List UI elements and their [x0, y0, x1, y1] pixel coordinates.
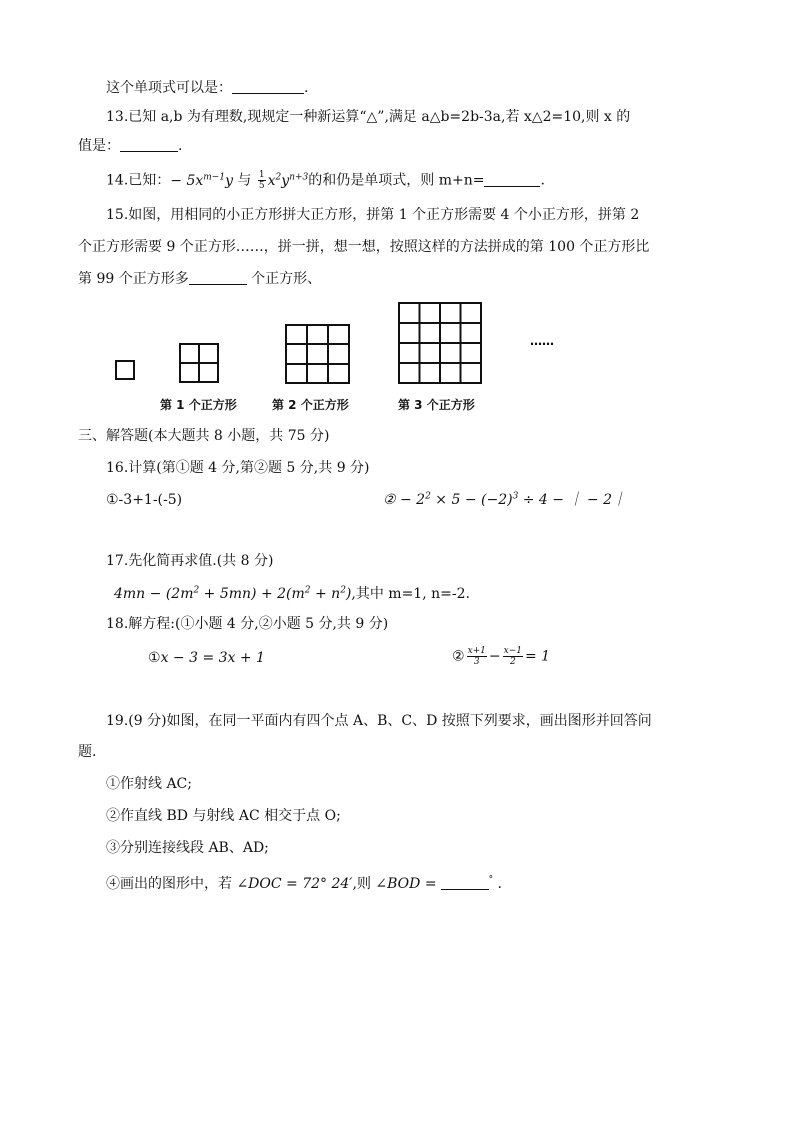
q18-equation-2: ② $\frac{x+1}{3}$ − $\frac{x-1}{2}$ = 1 — [452, 646, 551, 667]
q19-line-1: 19.(9 分)如图，在同一平面内有四个点 A、B、C、D 按照下列要求，画出图形并回答问 — [106, 713, 652, 729]
q14-term2: $x^2y^{n+3}$ — [267, 171, 309, 189]
caption-square-1: 第 1 个正方形 — [160, 398, 237, 412]
q12-text: 这个单项式可以是： — [106, 80, 232, 96]
q19-step-1: ①作射线 AC; — [106, 776, 192, 792]
q14-end: . — [540, 172, 545, 189]
q19-answer-blank[interactable] — [441, 875, 489, 890]
squares-figure — [0, 0, 794, 420]
q14-term1: − $5x^{m-1}y$ — [170, 171, 233, 189]
q12-end: . — [304, 80, 309, 96]
figure-ellipsis: …… — [530, 334, 554, 348]
q15-text: 第 99 个正方形多 — [78, 271, 189, 287]
q13-end: . — [178, 138, 183, 154]
q14-mid-text: 的和仍是单项式，则 m+n= — [308, 172, 485, 189]
q19-step-3: ③分别连接线段 AB、AD; — [106, 840, 269, 856]
q19-line-2: 题. — [78, 744, 97, 760]
q16-part-2: ② − $2^2 \times 5 - (-2)^3 \div 4$ − ｜ − 2｜ — [383, 491, 627, 508]
q16-part-1: ①-3+1-(-5) — [106, 492, 183, 508]
q19-step-4: ④画出的图形中，若 ∠DOC = 72° 24′,则 ∠BOD = ° . — [106, 875, 502, 892]
q17-expression: $4mn - (2m^2 + 5mn) + 2(m^2 + n^2)$,其中 m=1, n=-2. — [114, 585, 470, 602]
square-grid-4 — [399, 303, 481, 383]
q19-step-2: ②作直线 BD 与射线 AC 相交于点 O; — [106, 808, 341, 824]
q14-with: 与 — [232, 172, 256, 189]
q15-line-2: 个正方形需要 9 个正方形……，拼一拼，想一想，按照这样的方法拼成的第 100 个正方形比 — [78, 239, 650, 255]
q13-line-1: 13.已知 a,b 为有理数,现规定一种新运算“△”,满足 a△b=2b-3a,若 x△2=10,则 x 的 — [106, 109, 631, 125]
caption-square-2: 第 2 个正方形 — [272, 398, 349, 412]
section-3-heading: 三、解答题(本大题共 8 小题，共 75 分) — [78, 428, 330, 444]
caption-square-3: 第 3 个正方形 — [398, 398, 475, 412]
square-grid-3 — [286, 325, 349, 383]
q15-line-1: 15.如图，用相同的小正方形拼大正方形，拼第 1 个正方形需要 4 个小正方形，拼第 2 — [106, 207, 640, 223]
q15-end: 个正方形、 — [246, 271, 322, 287]
q17-heading: 17.先化简再求值.(共 8 分) — [106, 553, 274, 569]
q13-text: 值是： — [78, 138, 120, 154]
q18-heading: 18.解方程:(①小题 4 分,②小题 5 分,共 9 分) — [106, 616, 389, 632]
square-grid-1 — [116, 361, 134, 379]
q16-heading: 16.计算(第①题 4 分,第②题 5 分,共 9 分) — [106, 460, 370, 476]
q14-prefix: 14.已知： — [106, 172, 171, 189]
q18-equation-1: ①x − 3 = 3x + 1 — [148, 650, 265, 666]
square-grid-2 — [180, 344, 218, 382]
q14-fraction: $\frac{1}{5}$ — [258, 170, 265, 191]
